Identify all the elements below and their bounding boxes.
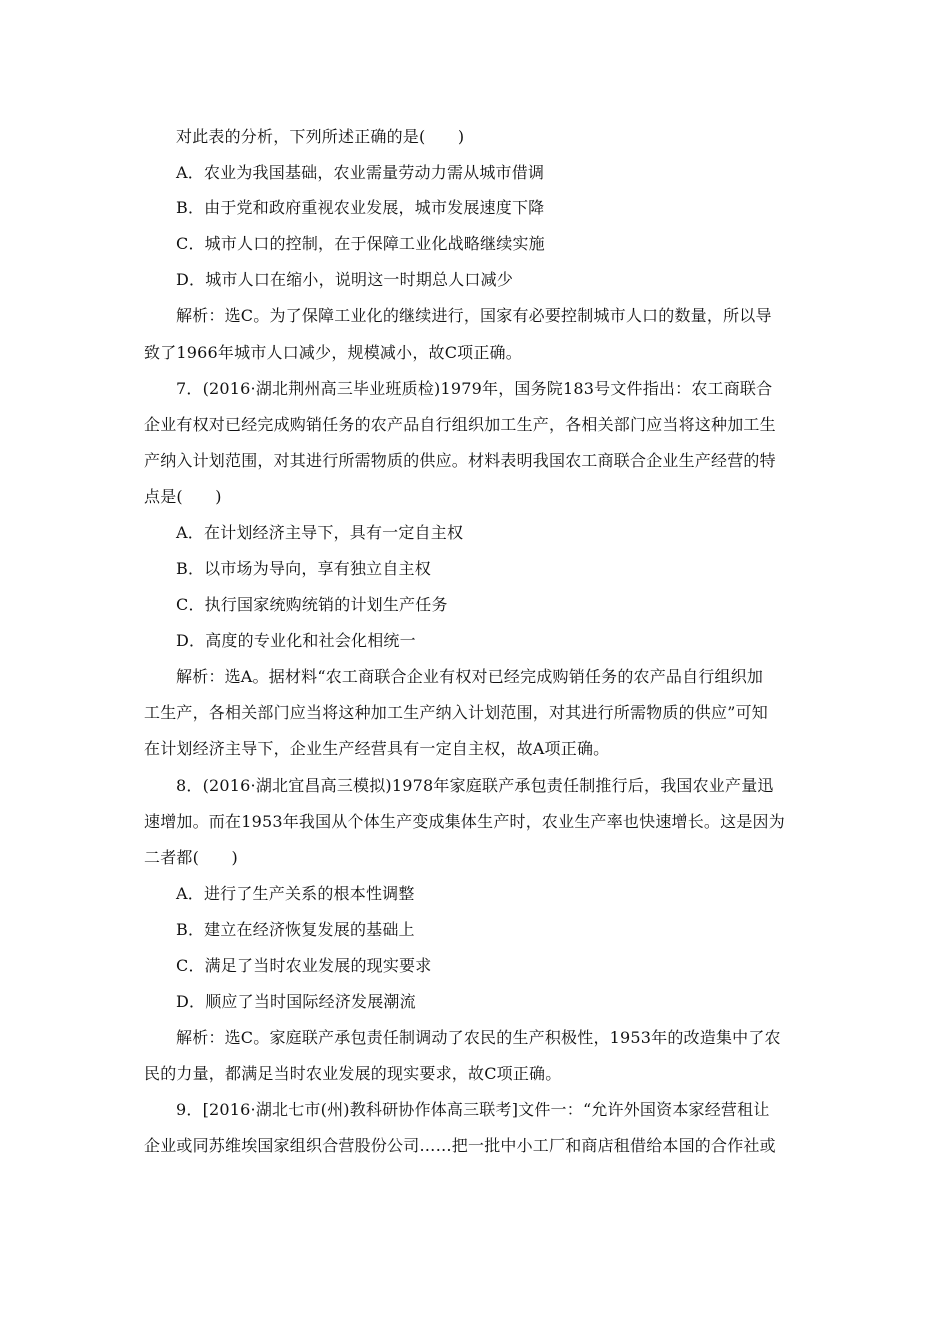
q6-option-d: D．城市人口在缩小，说明这一时期总人口减少 — [176, 270, 514, 289]
q9-stem-line-1: 9．[2016·湖北七市(州)教科研协作体高三联考]文件一：“允许外国资本家经营租让 — [176, 1100, 770, 1119]
q6-option-b: B．由于党和政府重视农业发展，城市发展速度下降 — [176, 198, 545, 217]
q7-stem-line-4: 点是( ) — [144, 487, 222, 506]
q7-stem-line-3: 产纳入计划范围，对其进行所需物质的供应。材料表明我国农工商联合企业生产经营的特 — [144, 451, 776, 470]
q6-option-c: C．城市人口的控制，在于保障工业化战略继续实施 — [176, 234, 545, 253]
q7-option-c: C．执行国家统购统销的计划生产任务 — [176, 595, 448, 614]
q8-option-d: D．顺应了当时国际经济发展潮流 — [176, 992, 416, 1011]
q8-stem-line-1: 8．(2016·湖北宜昌高三模拟)1978年家庭联产承包责任制推行后，我国农业产量迅 — [176, 776, 774, 795]
q8-option-c: C．满足了当时农业发展的现实要求 — [176, 956, 432, 975]
q7-analysis-line-2: 工生产，各相关部门应当将这种加工生产纳入计划范围，对其进行所需物质的供应”可知 — [144, 703, 768, 722]
q7-analysis-line-1: 解析：选A。据材料“农工商联合企业有权对已经完成购销任务的农产品自行组织加 — [176, 667, 764, 686]
q9-stem-line-2: 企业或同苏维埃国家组织合营股份公司……把一批中小工厂和商店租借给本国的合作社或 — [144, 1136, 776, 1155]
q7-analysis-line-3: 在计划经济主导下，企业生产经营具有一定自主权，故A项正确。 — [144, 739, 610, 758]
q6-stem: 对此表的分析，下列所述正确的是( ) — [176, 127, 465, 146]
q8-analysis-line-1: 解析：选C。家庭联产承包责任制调动了农民的生产积极性，1953年的改造集中了农 — [176, 1028, 781, 1047]
q8-option-b: B．建立在经济恢复发展的基础上 — [176, 920, 415, 939]
q7-stem-line-2: 企业有权对已经完成购销任务的农产品自行组织加工生产，各相关部门应当将这种加工生 — [144, 415, 776, 434]
q7-option-d: D．高度的专业化和社会化相统一 — [176, 631, 416, 650]
q6-analysis-line-1: 解析：选C。为了保障工业化的继续进行，国家有必要控制城市人口的数量，所以导 — [176, 306, 772, 325]
q6-analysis-line-2: 致了1966年城市人口减少，规模减小，故C项正确。 — [144, 343, 522, 362]
q8-stem-line-2: 速增加。而在1953年我国从个体生产变成集体生产时，农业生产率也快速增长。这是因为 — [144, 812, 785, 831]
q8-analysis-line-2: 民的力量，都满足当时农业发展的现实要求，故C项正确。 — [144, 1064, 562, 1083]
q7-option-a: A．在计划经济主导下，具有一定自主权 — [176, 523, 464, 542]
q6-option-a: A．农业为我国基础，农业需量劳动力需从城市借调 — [176, 163, 545, 182]
q8-option-a: A．进行了生产关系的根本性调整 — [176, 884, 415, 903]
q7-option-b: B．以市场为导向，享有独立自主权 — [176, 559, 431, 578]
q7-stem-line-1: 7．(2016·湖北荆州高三毕业班质检)1979年，国务院183号文件指出：农工商联合 — [176, 379, 773, 398]
q8-stem-line-3: 二者都( ) — [144, 848, 238, 867]
